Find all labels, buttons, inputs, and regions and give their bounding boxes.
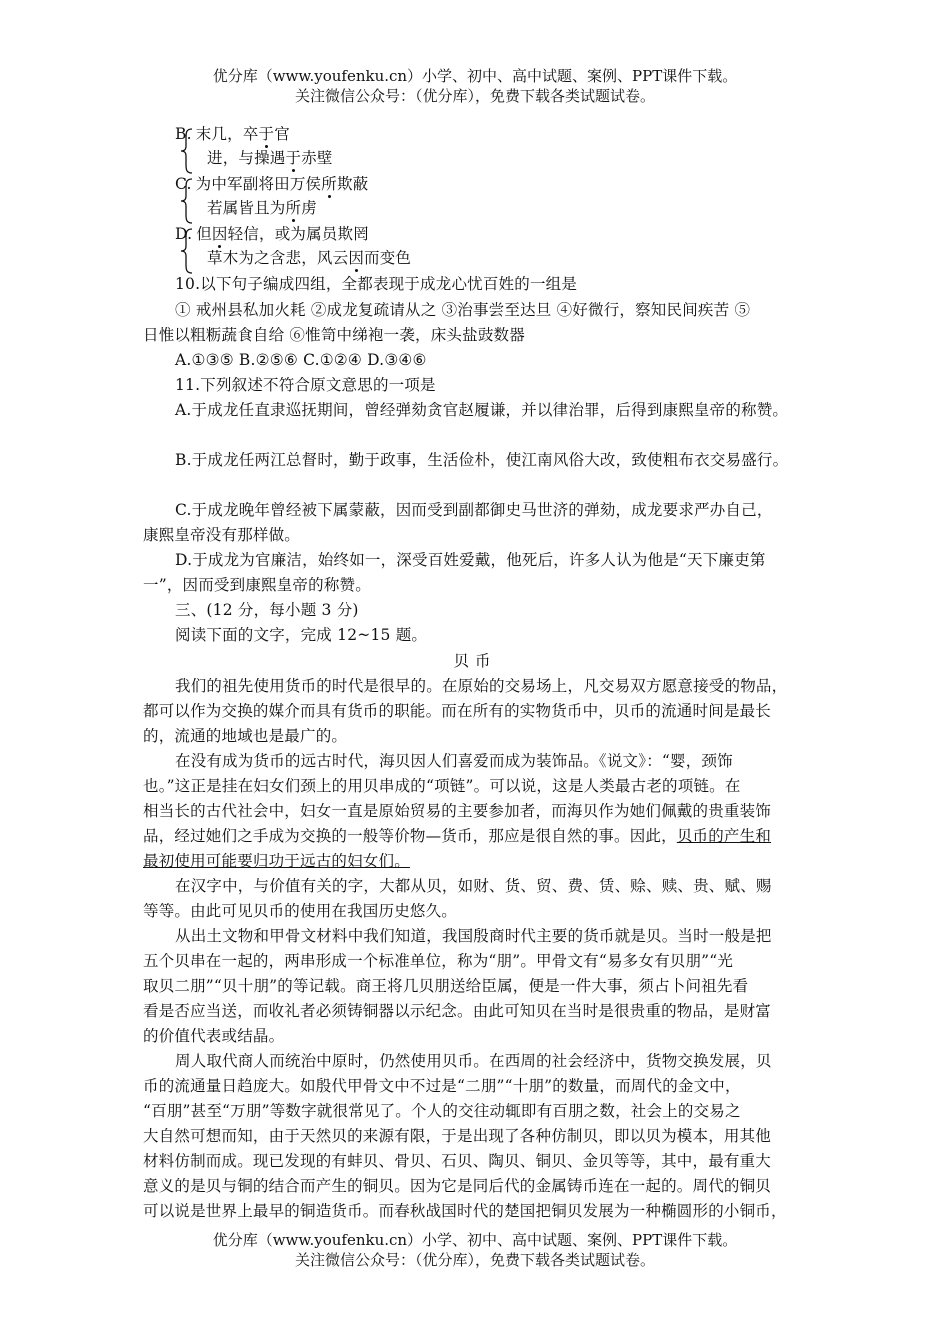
q9-option-c: C. 为中军副将田万侯所欺蔽 — [175, 175, 369, 193]
paragraph-line: 在没有成为货币的远古时代，海贝因人们喜爱而成为装饰品。《说文》：“婴，颈饰 — [175, 752, 733, 770]
brace-symbol — [178, 128, 200, 174]
q10-stem: 10.以下句子编成四组，全都表现于成龙心忧百姓的一组是 — [175, 275, 578, 293]
paragraph-line: 也。”这正是挂在妇女们颈上的用贝串成的“项链”。可以说，这是人类最古老的项链。在 — [143, 777, 741, 795]
section-heading: 三、(12 分，每小题 3 分) — [175, 601, 359, 619]
header-line-2: 关注微信公众号：（优分库），免费下载各类试题试卷。 — [294, 87, 655, 105]
paragraph-line: 相当长的古代社会中，妇女一直是原始贸易的主要参加者，而海贝作为她们佩戴的贵重装饰 — [143, 802, 772, 820]
paragraph-line — [143, 851, 823, 871]
underlined-sentence: 最初使用可能要归功于远古的妇女们。 — [143, 852, 410, 870]
paragraph-line: 意义的是贝与铜的结合而产生的铜贝。因为它是同后代的金属铸币连在一起的。周代的铜贝 — [143, 1177, 772, 1195]
header-line-1: 优分库（www.youfenku.cn）小学、初中、高中试题、案例、PPT课件下载。 — [212, 67, 738, 85]
q9-option-d: D. 但因轻信，或为属员欺罔 — [175, 225, 369, 243]
footer-line-2: 关注微信公众号：（优分库），免费下载各类试题试卷。 — [294, 1251, 655, 1269]
paragraph-line: 从出土文物和甲骨文材料中我们知道，我国殷商时代主要的货币就是贝。当时一般是把 — [175, 927, 772, 945]
paragraph-line: 在汉字中，与价值有关的字，大都从贝，如财、货、贸、费、赁、赊、赎、贵、赋、赐 — [175, 877, 772, 895]
q11-option-a: A.于成龙任直隶巡抚期间，曾经弹劾贪官赵履谦，并以律治罪，后得到康熙皇帝的称赞。 — [175, 401, 789, 419]
passage-title: 贝币 — [453, 652, 497, 670]
paragraph-line: 取贝二朋”“贝十朋”的等记载。商王将几贝朋送给臣属，便是一件大事，须占卜问祖先看 — [143, 977, 749, 995]
q9-option-c-line2: 若属皆且为所虏 — [207, 199, 317, 217]
underlined-sentence: 贝币的产生和 — [676, 827, 772, 845]
section-instruction: 阅读下面的文字，完成 12~15 题。 — [175, 626, 428, 644]
q11-option-c-line2: 康熙皇帝没有那样做。 — [143, 526, 301, 544]
q11-stem: 11.下列叙述不符合原文意思的一项是 — [175, 376, 436, 394]
paragraph-line: 的价值代表或结晶。 — [143, 1027, 285, 1045]
q10-items-line2: 日惟以粗粝蔬食自给 ⑥惟笥中绨袍一袭，床头盐豉数器 — [143, 326, 525, 344]
q9-option-b: B. 末几，卒于官 — [175, 125, 290, 143]
paragraph-line: 周人取代商人而统治中原时，仍然使用贝币。在西周的社会经济中，货物交换发展，贝 — [175, 1052, 772, 1070]
paragraph-line: 材料仿制而成。现已发现的有蚌贝、骨贝、石贝、陶贝、铜贝、金贝等等，其中，最有重大 — [143, 1152, 772, 1170]
brace-symbol — [178, 178, 200, 224]
q10-options: A.①③⑤ B.②⑤⑥ C.①②④ D.③④⑥ — [175, 351, 427, 369]
paragraph-line: 五个贝串在一起的，两串形成一个标准单位，称为“朋”。甲骨文有“易多女有贝朋”“光 — [143, 952, 734, 970]
paragraph-line: “百朋”甚至“万朋”等数字就很常见了。个人的交往动辄即有百朋之数，社会上的交易之 — [143, 1102, 741, 1120]
paragraph-line: 品，经过她们之手成为交换的一般等价物—货币，那应是很自然的事。因此，贝币的产生和 — [143, 827, 772, 845]
q9-option-b-line2: 进，与操遇于赤壁 — [207, 149, 333, 167]
footer-line-1: 优分库（www.youfenku.cn）小学、初中、高中试题、案例、PPT课件下载。 — [212, 1231, 738, 1249]
brace-symbol — [178, 228, 200, 274]
paragraph-line: 的，流通的地域也是最广的。 — [143, 727, 348, 745]
paragraph-line: 都可以作为交换的媒介而具有货币的职能。而在所有的实物货币中，贝币的流通时间是最长 — [143, 702, 772, 720]
q10-items-line1: ① 戒州县私加火耗 ②成龙复疏请从之 ③治事尝至达旦 ④好微行，察知民间疾苦 ⑤ — [175, 301, 751, 319]
paragraph-line: 我们的祖先使用货币的时代是很早的。在原始的交易场上，凡交易双方愿意接受的物品， — [175, 677, 788, 695]
q11-option-c: C.于成龙晚年曾经被下属蒙蔽，因而受到副都御史马世济的弹劾，成龙要求严办自己， — [175, 501, 773, 519]
q9-option-d-line2: 草木为之含悲，风云因而变色 — [207, 249, 412, 267]
paragraph-line: 等等。由此可见贝币的使用在我国历史悠久。 — [143, 902, 458, 920]
q11-option-d: D.于成龙为官廉洁，始终如一，深受百姓爱戴，他死后，许多人认为他是“天下廉吏第 — [175, 551, 766, 569]
paragraph-line: 大自然可想而知，由于天然贝的来源有限，于是出现了各种仿制贝，即以贝为模本，用其他 — [143, 1127, 772, 1145]
paragraph-line: 可以说是世界上最早的铜造货币。而春秋战国时代的楚国把铜贝发展为一种椭圆形的小铜币， — [143, 1202, 787, 1220]
q11-option-b: B.于成龙任两江总督时，勤于政事，生活俭朴，使江南风俗大改，致使粗布衣交易盛行。 — [175, 451, 789, 469]
q11-option-d-line2: 一”，因而受到康熙皇帝的称赞。 — [143, 576, 371, 594]
paragraph-line: 看是否应当送，而收礼者必须铸铜器以示纪念。由此可知贝在当时是很贵重的物品，是财富 — [143, 1002, 772, 1020]
paragraph-line: 币的流通量日趋庞大。如殷代甲骨文中不过是“二朋”“十朋”的数量，而周代的金文中， — [143, 1077, 741, 1095]
